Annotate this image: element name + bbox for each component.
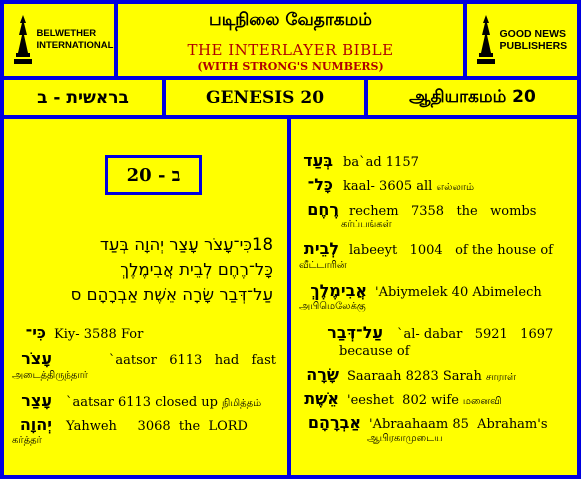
transliteration: Yahweh 3068 the LORD	[66, 419, 248, 434]
tamil-gloss: நிமித்தம்	[222, 398, 262, 409]
transliteration: `aatsor 6113 had fast	[108, 353, 276, 368]
hebrew-word: לְבֵית	[303, 239, 339, 258]
word-row	[299, 175, 474, 194]
tamil-gloss: அபிமெலேக்கு	[299, 301, 366, 312]
transliteration: `aatsar 6113 closed up	[66, 395, 218, 410]
book-english: GENESIS 20	[205, 87, 325, 108]
word-row	[299, 200, 569, 219]
book-tamil: ஆதியாகமம் 20	[409, 86, 536, 107]
bellwether-logo-icon	[12, 13, 34, 67]
book-hebrew: בראשית - ב	[37, 87, 129, 108]
tamil-gloss: எல்லாம்	[436, 182, 475, 193]
hebrew-word: כָּל־	[307, 175, 333, 194]
word-row	[12, 415, 276, 434]
hebrew-word: עָצֹר	[21, 349, 52, 368]
hebrew-word: עָצַר	[21, 391, 52, 410]
hebrew-word: עַל־דְּבַר	[327, 323, 383, 342]
tamil-gloss: மனைவி	[462, 396, 502, 407]
word-row	[299, 365, 516, 384]
word-row	[12, 391, 261, 410]
tamil-gloss: கர்த்தர்	[12, 435, 42, 446]
verse-number: 18	[252, 235, 273, 254]
verse-line-3: עַל־דְּבַר שָׂרָה אֵשֶׁת אַבְרָהָם ס	[70, 285, 273, 304]
transliteration: 'eeshet 802 wife	[347, 393, 459, 408]
transliteration: 'Abraahaam 85 Abraham's	[369, 417, 548, 432]
logo-right-text: GOOD NEWS PUBLISHERS	[499, 28, 568, 52]
book-hebrew-header	[4, 80, 162, 115]
publisher-logo-left	[4, 4, 114, 76]
transliteration: 'Abiymelek 40 Abimelech	[375, 285, 542, 300]
transliteration: rechem 7358 the wombs	[349, 204, 537, 219]
transliteration: labeeyt 1004 of the house of	[349, 243, 553, 258]
word-row	[299, 323, 553, 342]
hebrew-word: אֲבִימֶלֶךְ	[310, 281, 367, 300]
tamil-gloss: வீட்டாரின்	[299, 260, 347, 271]
book-english-header	[166, 80, 364, 115]
hebrew-word: יְהוָה	[19, 415, 52, 434]
good-news-logo-icon	[475, 13, 497, 67]
hebrew-word: רֶחֶם	[307, 200, 339, 219]
publisher-logo-right	[467, 4, 577, 76]
word-row	[12, 349, 276, 368]
hebrew-word: כִּי־	[25, 323, 46, 342]
word-row	[299, 239, 553, 258]
transliteration: `al- dabar 5921 1697	[397, 327, 554, 342]
transliteration: ba`ad 1157	[343, 155, 419, 170]
tamil-gloss: அடைத்திருந்தார்	[12, 370, 88, 381]
word-row-continued	[339, 344, 410, 359]
verse-badge-label: 20 - ב	[126, 164, 181, 186]
title-subtitle: (WITH STRONG'S NUMBERS)	[197, 60, 384, 73]
title-tamil: படிநிலை வேதாகமம்	[209, 10, 372, 30]
verse-line-2: כָּל־רֶחֶם לְבֵית אֲבִימֶלֶךְ	[120, 260, 273, 279]
hebrew-word: שָׂרָה	[306, 365, 339, 384]
transliteration-continued: because of	[339, 344, 410, 359]
logo-left-text: BELWETHER INTERNATIONAL	[36, 28, 114, 51]
hebrew-word: אַבְרָהָם	[307, 413, 361, 432]
title-english: THE INTERLAYER BIBLE	[187, 41, 394, 59]
word-list-panel	[291, 119, 577, 475]
verse-panel	[4, 119, 287, 475]
book-tamil-header	[368, 80, 577, 115]
tamil-gloss: ஆபிரகாமுடைய	[367, 433, 443, 444]
word-row	[299, 151, 419, 170]
verse-line-1-text: כִּי־עָצֹר עָצַר יְהוָה בְּעַד	[99, 235, 252, 254]
tamil-gloss: சாராள்	[485, 372, 517, 383]
transliteration: Saaraah 8283 Sarah	[347, 369, 482, 384]
verse-number-badge	[105, 155, 202, 195]
transliteration: Kiy- 3588 For	[54, 327, 144, 342]
word-row	[12, 323, 143, 342]
word-row	[299, 281, 542, 300]
hebrew-word: בְּעַד	[303, 151, 333, 170]
word-row	[299, 389, 502, 408]
verse-line-1	[100, 235, 273, 254]
transliteration: kaal- 3605 all	[343, 179, 433, 194]
title-panel	[118, 4, 463, 76]
word-row	[299, 413, 548, 432]
hebrew-word: אֵשֶׁת	[304, 389, 339, 408]
tamil-gloss: கர்ப்பங்கள்	[341, 219, 392, 230]
